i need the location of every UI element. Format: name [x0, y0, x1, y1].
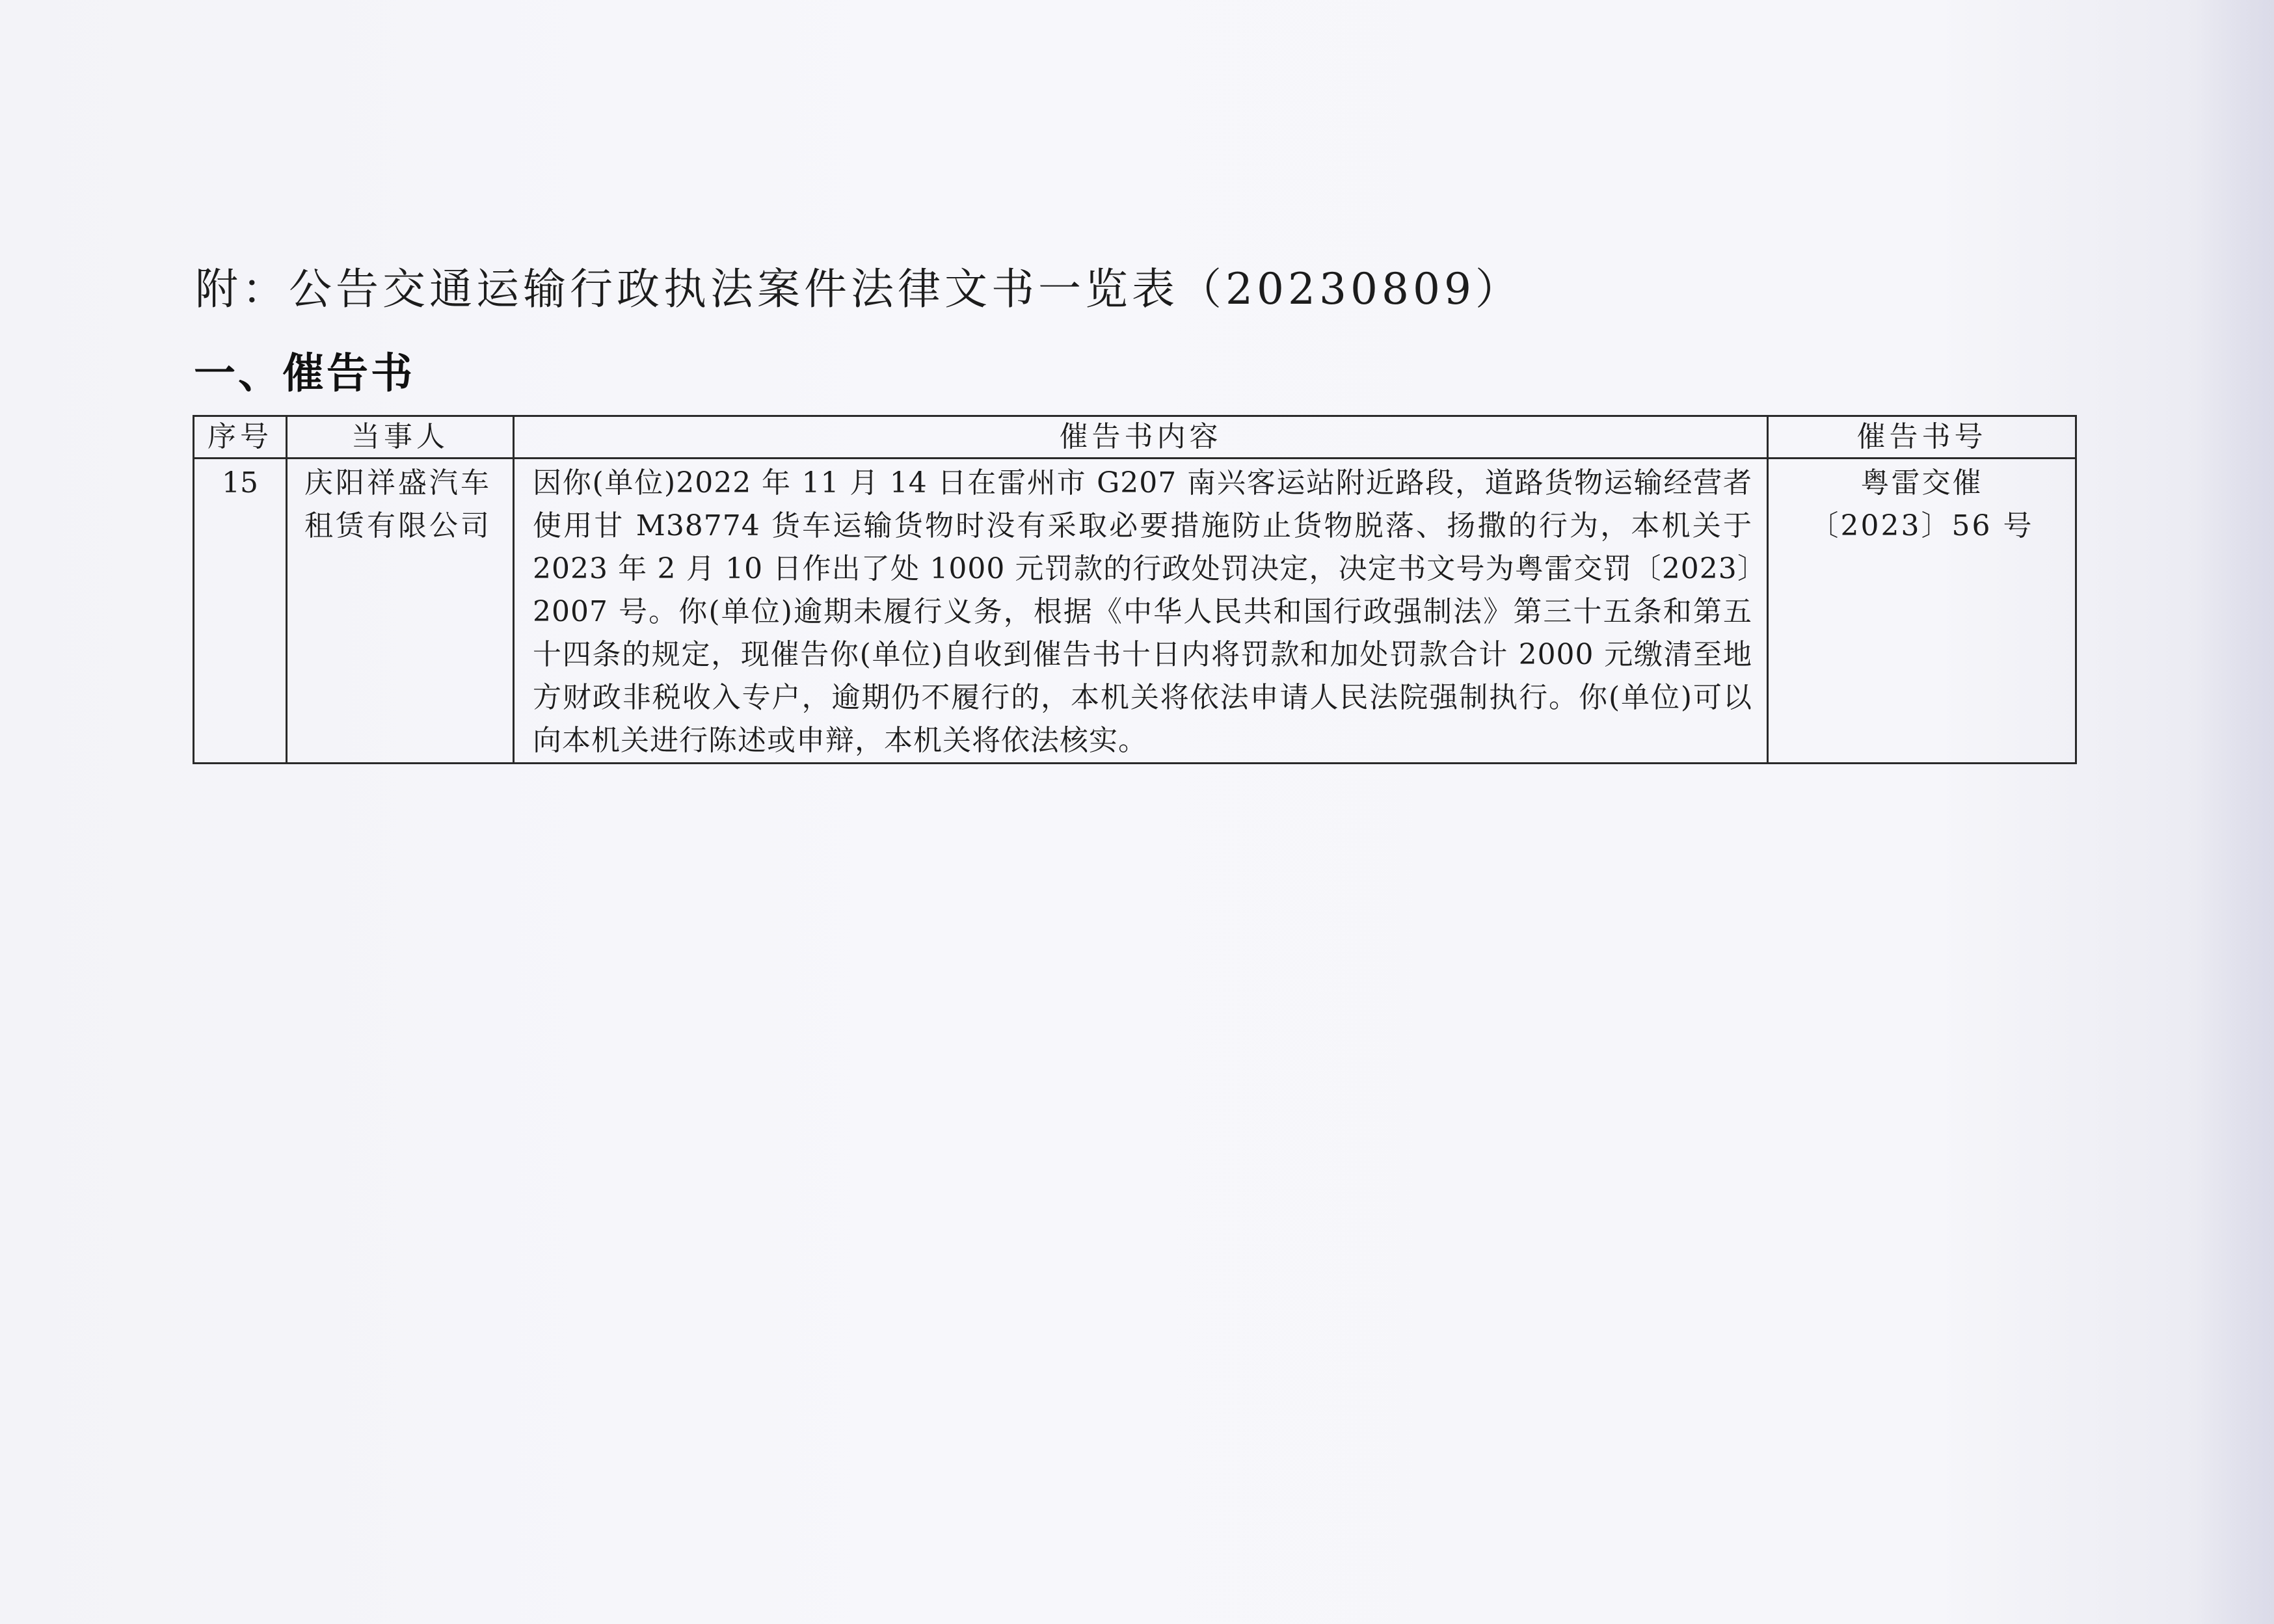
- cell-doc-no: [1768, 459, 2076, 764]
- table-header-row: [194, 416, 2076, 459]
- cell-party: 庆阳祥盛汽车租赁有限公司: [287, 459, 514, 764]
- table-row: [194, 459, 2076, 764]
- header-doc-no: 催告书号: [1768, 416, 2076, 459]
- scan-edge-shadow: [2196, 0, 2274, 1624]
- document-title: 附：公告交通运输行政执法案件法律文书一览表（20230809）: [195, 264, 1522, 314]
- header-content: 催告书内容: [514, 416, 1768, 459]
- cell-content: 因你(单位)2022 年 11 月 14 日在雷州市 G207 南兴客运站附近路段，道路货物运输经营者使用甘 M38774 货车运输货物时没有采取必要措施防止货物脱落、扬撒的行为，本机关于 2023 年 2 月 10 日作出了处 1000 元罚款的行政处罚决定，决定书文号为粤雷交罚〔2023〕2007 号。你(单位)逾期未履行义务，根据《中华人民共和国行政强制法》第三十五条和第五十四条的规定，现催告你(单位)自收到催告书十日内将罚款和加处罚款合计 2000 元缴清至地方财政非税收入专户，逾期仍不履行的，本机关将依法申请人民法院强制执行。你(单位)可以向本机关进行陈述或申辩，本机关将依法核实。: [514, 459, 1768, 764]
- notice-table: [193, 415, 2077, 764]
- header-seq: 序号: [194, 416, 287, 459]
- header-party: 当事人: [287, 416, 514, 459]
- cell-seq: 15: [194, 459, 287, 764]
- doc-no-line-2: 〔2023〕56 号: [1810, 509, 2034, 542]
- section-heading: 一、催告书: [194, 350, 415, 398]
- doc-no-line-1: 粤雷交催: [1860, 466, 1983, 499]
